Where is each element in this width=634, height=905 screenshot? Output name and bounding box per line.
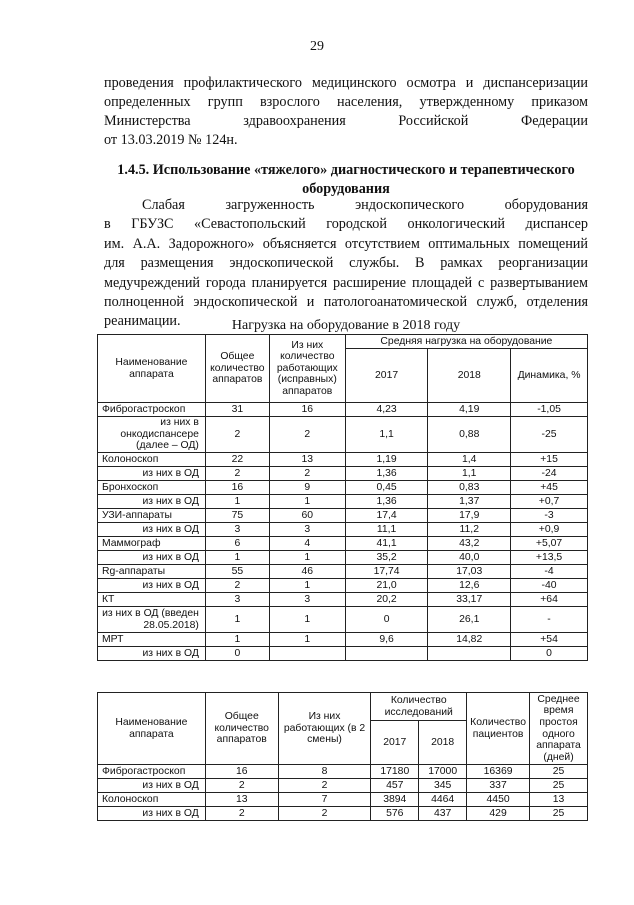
value-2017-cell: 4,23 [345,403,428,417]
dynamics-cell: -3 [511,509,588,523]
idle-days-cell: 25 [530,765,588,779]
dynamics-cell: +64 [511,593,588,607]
working-cell: 2 [269,467,345,481]
dynamics-cell: 0 [511,647,588,661]
total-cell: 75 [205,509,269,523]
total-cell: 13 [205,793,278,807]
value-2018-cell: 0,83 [428,481,511,495]
studies-2018-cell: 437 [419,807,467,821]
table-row [98,481,588,495]
studies-2017-cell: 457 [371,779,419,793]
working-cell: 3 [269,523,345,537]
col-header-idle: Среднее время простоя одного аппарата (дней) [530,693,588,765]
studies-2018-cell: 4464 [419,793,467,807]
working-cell: 4 [269,537,345,551]
total-cell: 16 [205,765,278,779]
working-cell: 2 [278,807,371,821]
dynamics-cell: +15 [511,453,588,467]
col-header-total: Общее количество аппаратов [205,335,269,403]
row-name-cell: из них в ОД [98,551,206,565]
row-name-cell: из них в ОД [98,779,206,793]
working-cell: 13 [269,453,345,467]
equipment-load-table [97,334,588,661]
working-cell: 1 [269,607,345,633]
table-row [98,807,588,821]
patients-cell: 16369 [467,765,530,779]
value-2018-cell: 26,1 [428,607,511,633]
value-2018-cell: 1,37 [428,495,511,509]
value-2017-cell: 1,1 [345,417,428,453]
working-cell: 16 [269,403,345,417]
body-line: реанимации. [104,313,181,330]
row-name-cell: Колоноскоп [98,793,206,807]
table-row [98,453,588,467]
total-cell: 3 [205,593,269,607]
value-2018-cell: 11,2 [428,523,511,537]
idle-days-cell: 13 [530,793,588,807]
col-header-studies: Количество исследований [371,693,467,721]
body-line: полноценной эндоскопической и патологоанатомической служб, отделения [104,294,588,311]
dynamics-cell: +0,9 [511,523,588,537]
value-2017-cell: 0,45 [345,481,428,495]
idle-days-cell: 25 [530,807,588,821]
working-cell: 1 [269,579,345,593]
studies-2017-cell: 576 [371,807,419,821]
total-cell: 0 [205,647,269,661]
value-2018-cell: 43,2 [428,537,511,551]
studies-2017-cell: 3894 [371,793,419,807]
col-header-name: Наименование аппарата [98,335,206,403]
patients-cell: 429 [467,807,530,821]
total-cell: 2 [205,467,269,481]
value-2017-cell [345,647,428,661]
row-name-cell: Rg-аппараты [98,565,206,579]
col-header-avg-load: Средняя нагрузка на оборудование [345,335,587,349]
table-row [98,467,588,481]
dynamics-cell: +0,7 [511,495,588,509]
table-row [98,509,588,523]
intro-paragraph [104,74,588,150]
row-name-cell: из них в онкодиспансере (далее – ОД) [98,417,206,453]
value-2017-cell: 41,1 [345,537,428,551]
table-row [98,793,588,807]
value-2017-cell: 11,1 [345,523,428,537]
section-heading-line: 1.4.5. Использование «тяжелого» диагностического и терапевтического [117,162,575,178]
value-2018-cell: 12,6 [428,579,511,593]
col-header-2018: 2018 [428,349,511,403]
table-row [98,779,588,793]
patients-cell: 4450 [467,793,530,807]
row-name-cell: КТ [98,593,206,607]
value-2018-cell: 14,82 [428,633,511,647]
table-row [98,765,588,779]
dynamics-cell: -24 [511,467,588,481]
value-2017-cell: 0 [345,607,428,633]
dynamics-cell: +54 [511,633,588,647]
col-header-patients: Количество пациентов [467,693,530,765]
table-row [98,565,588,579]
col-header-working: Из них количество работающих (исправных) аппаратов [269,335,345,403]
total-cell: 3 [205,523,269,537]
studies-2018-cell: 17000 [419,765,467,779]
total-cell: 31 [205,403,269,417]
working-cell: 2 [278,779,371,793]
total-cell: 2 [205,417,269,453]
table-row [98,551,588,565]
section-heading-line: оборудования [302,181,390,197]
col-header-total: Общее количество аппаратов [205,693,278,765]
dynamics-cell: -4 [511,565,588,579]
row-name-cell: из них в ОД [98,807,206,821]
idle-days-cell: 25 [530,779,588,793]
table-row [98,607,588,633]
dynamics-cell: -40 [511,579,588,593]
total-cell: 22 [205,453,269,467]
row-name-cell: из них в ОД (введен 28.05.2018) [98,607,206,633]
page-number: 29 [310,39,324,54]
table-row [98,647,588,661]
total-cell: 2 [205,779,278,793]
intro-line: определенных групп взрослого населения, утвержденному приказом [104,94,588,110]
table-row [98,417,588,453]
value-2018-cell: 17,03 [428,565,511,579]
row-name-cell: из них в ОД [98,523,206,537]
body-paragraph [104,196,588,332]
section-heading [104,161,588,199]
row-name-cell: МРТ [98,633,206,647]
value-2017-cell: 21,0 [345,579,428,593]
col-header-2018: 2018 [419,721,467,765]
dynamics-cell: - [511,607,588,633]
value-2018-cell: 0,88 [428,417,511,453]
value-2017-cell: 17,4 [345,509,428,523]
intro-line: проведения профилактического медицинского осмотра и диспансеризации [104,75,588,91]
working-cell: 7 [278,793,371,807]
working-cell: 1 [269,495,345,509]
value-2017-cell: 20,2 [345,593,428,607]
patients-cell: 337 [467,779,530,793]
dynamics-cell: +13,5 [511,551,588,565]
total-cell: 55 [205,565,269,579]
value-2018-cell: 17,9 [428,509,511,523]
row-name-cell: из них в ОД [98,495,206,509]
dynamics-cell: +5,07 [511,537,588,551]
row-name-cell: Бронхоскоп [98,481,206,495]
equipment-studies-table [97,692,588,821]
col-header-name: Наименование аппарата [98,693,206,765]
total-cell: 1 [205,607,269,633]
studies-2017-cell: 17180 [371,765,419,779]
total-cell: 1 [205,495,269,509]
table-row [98,593,588,607]
col-header-2017: 2017 [345,349,428,403]
working-cell: 46 [269,565,345,579]
working-cell: 8 [278,765,371,779]
table1-caption: Нагрузка на оборудование в 2018 году [231,318,461,333]
dynamics-cell: -25 [511,417,588,453]
row-name-cell: из них в ОД [98,467,206,481]
body-line: в ГБУЗС «Севастопольский городской онкологический диспансер [104,216,588,233]
row-name-cell: Колоноскоп [98,453,206,467]
value-2017-cell: 1,36 [345,495,428,509]
intro-line: от 13.03.2019 № 124н. [104,132,238,148]
value-2017-cell: 35,2 [345,551,428,565]
table-row [98,633,588,647]
value-2018-cell: 4,19 [428,403,511,417]
value-2018-cell [428,647,511,661]
row-name-cell: из них в ОД [98,579,206,593]
total-cell: 2 [205,579,269,593]
row-name-cell: Маммограф [98,537,206,551]
total-cell: 6 [205,537,269,551]
table-row [98,579,588,593]
table-row [98,495,588,509]
value-2017-cell: 1,19 [345,453,428,467]
value-2018-cell: 1,4 [428,453,511,467]
working-cell: 2 [269,417,345,453]
working-cell [269,647,345,661]
total-cell: 1 [205,633,269,647]
total-cell: 16 [205,481,269,495]
dynamics-cell: +45 [511,481,588,495]
dynamics-cell: -1,05 [511,403,588,417]
value-2018-cell: 40,0 [428,551,511,565]
working-cell: 60 [269,509,345,523]
intro-line: Министерства здравоохранения Российской Федерации [104,113,588,129]
table-row [98,403,588,417]
working-cell: 9 [269,481,345,495]
studies-2018-cell: 345 [419,779,467,793]
working-cell: 1 [269,633,345,647]
body-line: медучреждений города планируется расширение площадей с развертыванием [104,274,588,291]
value-2017-cell: 9,6 [345,633,428,647]
col-header-2017: 2017 [371,721,419,765]
row-name-cell: из них в ОД [98,647,206,661]
working-cell: 3 [269,593,345,607]
row-name-cell: Фиброгастроскоп [98,765,206,779]
table-row [98,537,588,551]
value-2017-cell: 17,74 [345,565,428,579]
total-cell: 2 [205,807,278,821]
value-2017-cell: 1,36 [345,467,428,481]
value-2018-cell: 33,17 [428,593,511,607]
body-line: Слабая загруженность эндоскопического оборудования [142,197,588,213]
table-row [98,523,588,537]
working-cell: 1 [269,551,345,565]
body-line: для размещения эндоскопической службы. В рамках реорганизации [104,255,588,272]
total-cell: 1 [205,551,269,565]
row-name-cell: Фиброгастроскоп [98,403,206,417]
col-header-working: Из них работающих (в 2 смены) [278,693,371,765]
row-name-cell: УЗИ-аппараты [98,509,206,523]
col-header-dynamics: Динамика, % [511,349,588,403]
value-2018-cell: 1,1 [428,467,511,481]
body-line: им. А.А. Задорожного» объясняется отсутствием оптимальных помещений [104,235,588,252]
